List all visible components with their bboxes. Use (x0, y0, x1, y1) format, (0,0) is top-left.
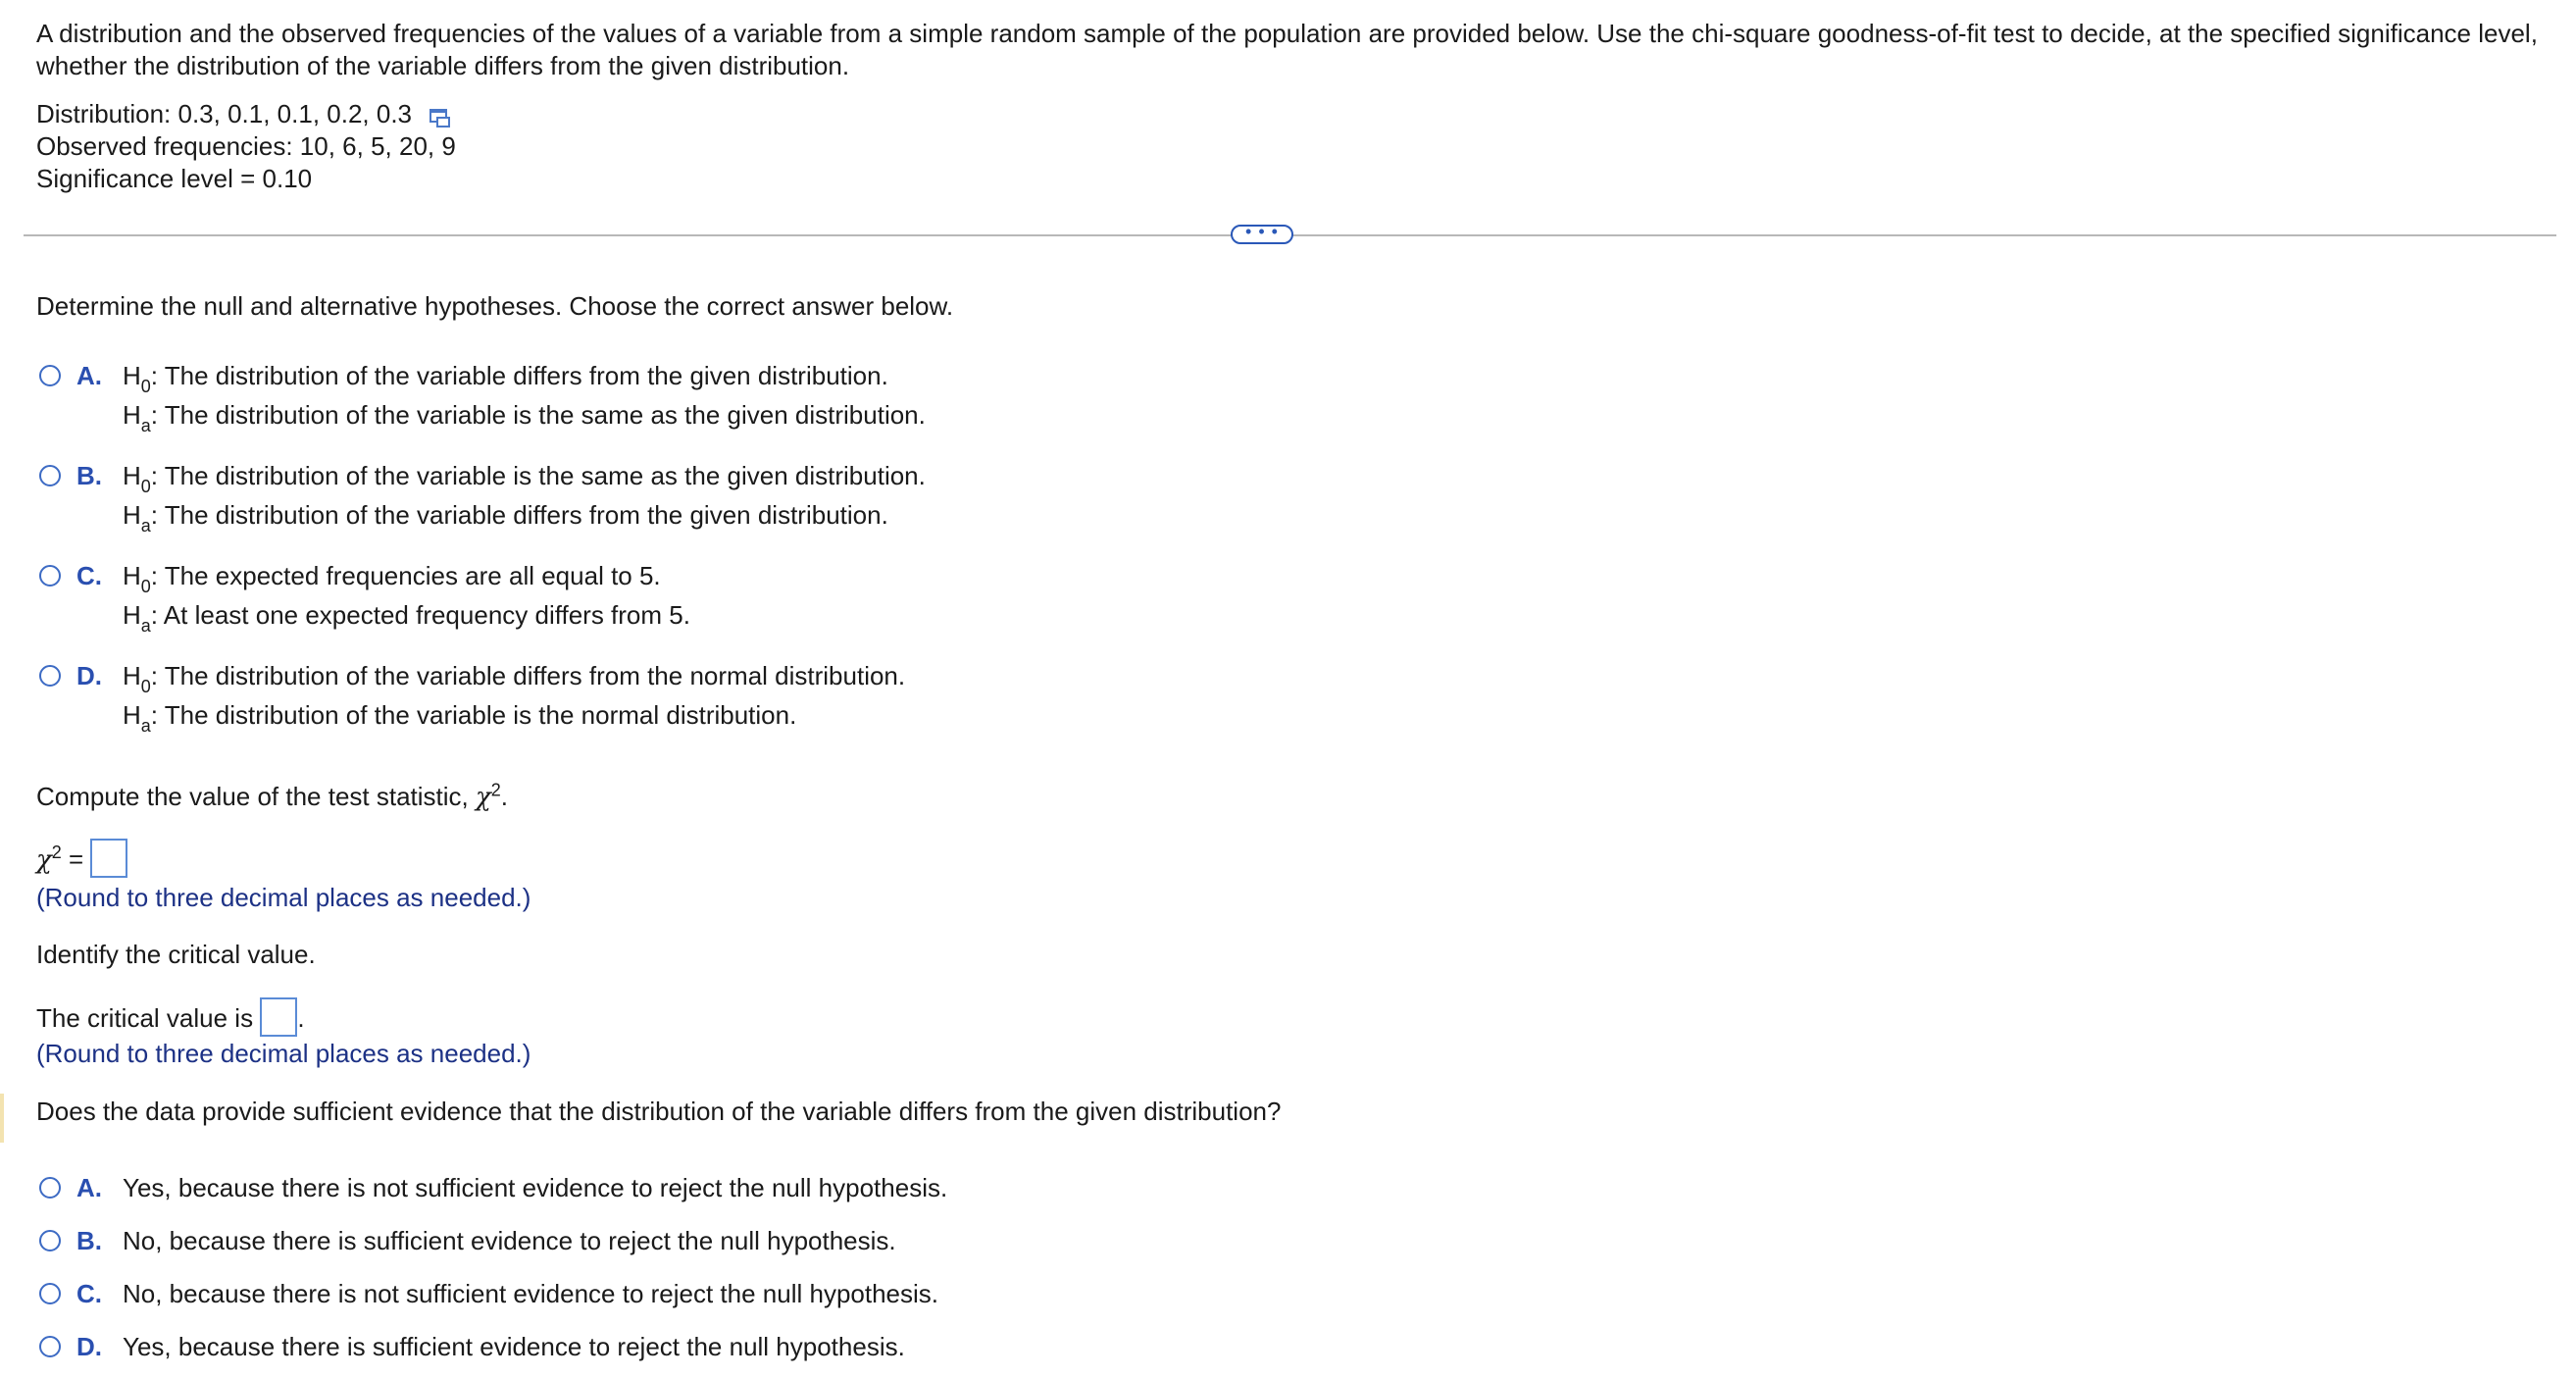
distribution-text: Distribution: 0.3, 0.1, 0.1, 0.2, 0.3 (36, 99, 413, 128)
alternative-hypothesis (123, 695, 905, 735)
radio-button[interactable] (39, 1177, 61, 1199)
significance-line: Significance level = 0.10 (36, 164, 313, 193)
h0-subscript: 0 (140, 677, 151, 697)
observed-line: Observed frequencies: 10, 6, 5, 20, 9 (36, 131, 456, 161)
h0-text: : The distribution of the variable differs from the normal distribution. (150, 661, 906, 690)
test-statistic-answer-row (36, 842, 127, 881)
null-hypothesis (123, 556, 690, 595)
given-data (36, 98, 456, 195)
period: . (500, 782, 509, 811)
equals-sign: = (61, 843, 84, 874)
chi-exponent: 2 (490, 780, 501, 800)
critical-value-prompt: Identify the critical value. (36, 940, 316, 969)
option-letter: B. (76, 1226, 102, 1255)
critical-value-input[interactable] (260, 997, 297, 1037)
h0-symbol: H (123, 461, 141, 490)
option-body (123, 556, 690, 635)
popup-window-icon[interactable] (429, 104, 451, 124)
h0-text: : The distribution of the variable is the same as the given distribution. (150, 461, 926, 490)
chi-symbol: χ (476, 783, 491, 812)
option-letter: C. (76, 1279, 102, 1308)
hypotheses-prompt: Determine the null and alternative hypotheses. Choose the correct answer below. (36, 291, 954, 321)
alternative-hypothesis (123, 395, 926, 434)
test-statistic-hint: (Round to three decimal places as needed.) (36, 883, 531, 912)
option-letter: D. (76, 1332, 102, 1361)
period: . (297, 1002, 305, 1033)
radio-button[interactable] (39, 1230, 61, 1251)
h0-symbol: H (123, 661, 141, 690)
left-edge-marker (0, 1094, 4, 1143)
h0-text: : The distribution of the variable differs from the given distribution. (150, 361, 888, 390)
problem-intro: A distribution and the observed frequencies of the values of a variable from a simple random sample of the population are provided below. Use the chi-square goodness-of-fit test to decide, at the specified significance level, whether the distribution of the variable differs from the given distribution. (36, 19, 2538, 80)
radio-button[interactable] (39, 365, 61, 386)
h0-subscript: 0 (140, 577, 151, 597)
radio-button[interactable] (39, 465, 61, 486)
test-statistic-prompt-text: Compute the value of the test statistic, (36, 782, 477, 811)
option-text: No, because there is sufficient evidence to reject the null hypothesis. (123, 1226, 896, 1255)
ha-subscript: a (140, 416, 151, 436)
critical-value-label: The critical value is (36, 1002, 254, 1033)
null-hypothesis (123, 656, 905, 695)
radio-button[interactable] (39, 1283, 61, 1304)
conclusion-prompt: Does the data provide sufficient evidence that the distribution of the variable differs from the given distribution? (36, 1097, 1282, 1126)
ha-subscript: a (140, 716, 151, 737)
option-letter: C. (76, 561, 102, 590)
h0-symbol: H (123, 361, 141, 390)
option-letter: A. (76, 1173, 102, 1202)
ha-text: : The distribution of the variable is the same as the given distribution. (150, 400, 926, 430)
option-text: Yes, because there is sufficient evidence to reject the null hypothesis. (123, 1332, 905, 1361)
critical-value-answer-row (36, 1000, 305, 1040)
radio-button[interactable] (39, 565, 61, 587)
null-hypothesis (123, 356, 926, 395)
ha-symbol: H (123, 600, 141, 630)
option-body (123, 656, 905, 735)
ha-symbol: H (123, 400, 141, 430)
ha-text: : The distribution of the variable is the normal distribution. (150, 700, 797, 730)
ha-text: : The distribution of the variable differs from the given distribution. (150, 500, 888, 530)
option-letter: D. (76, 661, 102, 690)
option-text: No, because there is not sufficient evidence to reject the null hypothesis. (123, 1279, 939, 1308)
option-text: Yes, because there is not sufficient evidence to reject the null hypothesis. (123, 1173, 948, 1202)
radio-button[interactable] (39, 1336, 61, 1357)
ha-symbol: H (123, 700, 141, 730)
chi-symbol: χ (36, 844, 52, 875)
null-hypothesis (123, 456, 926, 495)
ha-subscript: a (140, 616, 151, 637)
option-body (123, 356, 926, 434)
alternative-hypothesis (123, 595, 690, 635)
test-statistic-input[interactable] (90, 839, 127, 878)
h0-text: : The expected frequencies are all equal to 5. (150, 561, 661, 590)
option-body (123, 456, 926, 535)
chi-exponent: 2 (51, 842, 62, 863)
expand-more-button[interactable]: • • • (1231, 225, 1293, 244)
test-statistic-prompt (36, 781, 508, 814)
ha-symbol: H (123, 500, 141, 530)
h0-subscript: 0 (140, 377, 151, 397)
alternative-hypothesis (123, 495, 926, 535)
option-letter: B. (76, 461, 102, 490)
critical-value-hint: (Round to three decimal places as needed.) (36, 1039, 531, 1068)
distribution-line (36, 98, 456, 130)
ha-text: : At least one expected frequency differs from 5. (150, 600, 690, 630)
h0-subscript: 0 (140, 477, 151, 497)
ha-subscript: a (140, 516, 151, 536)
h0-symbol: H (123, 561, 141, 590)
option-letter: A. (76, 361, 102, 390)
radio-button[interactable] (39, 665, 61, 687)
